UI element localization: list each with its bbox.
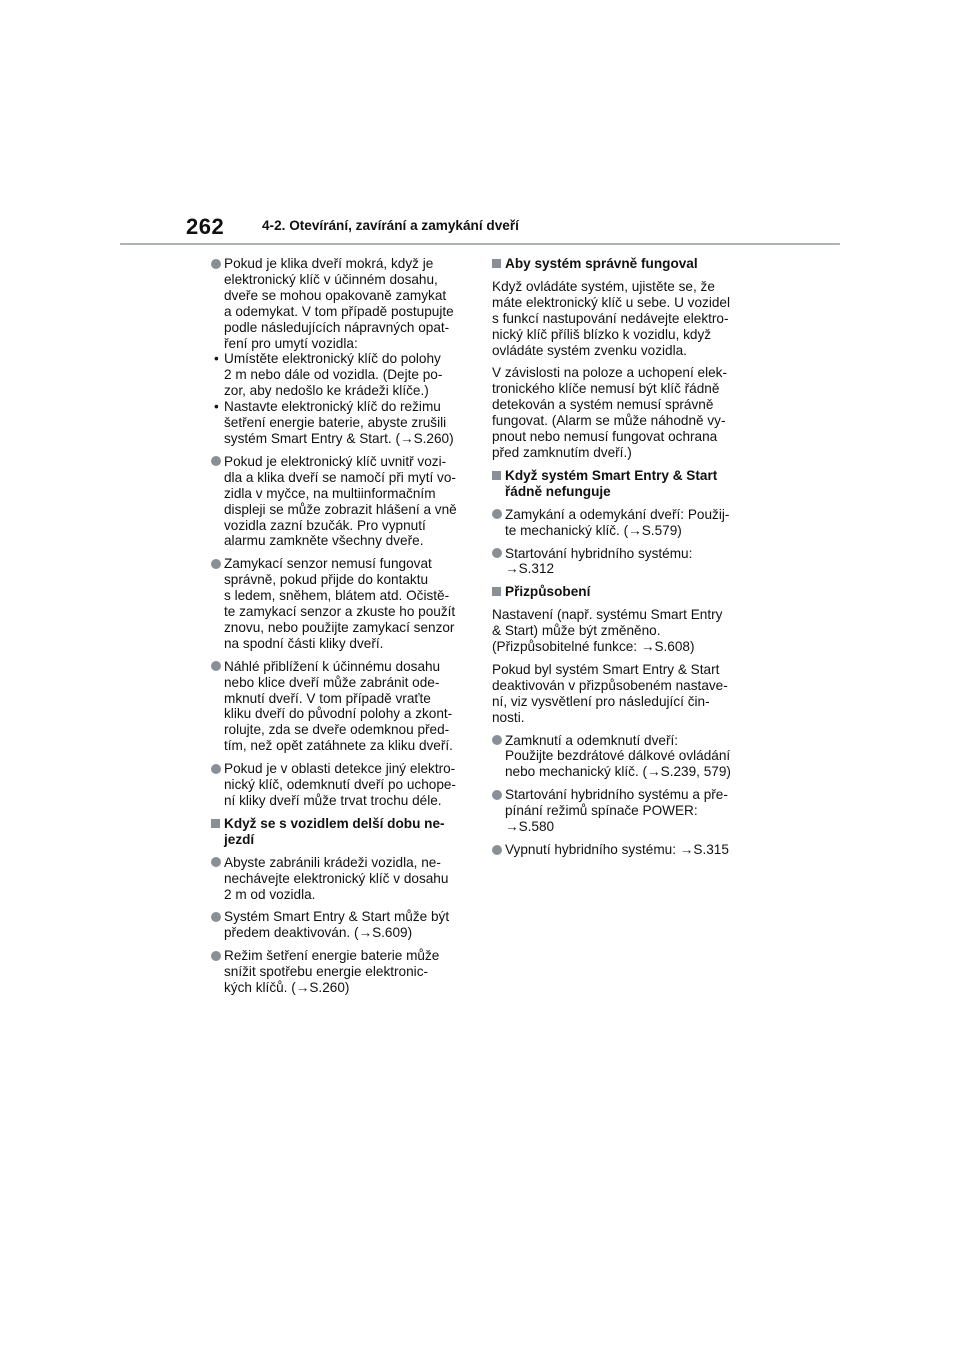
paragraph-key-detection: [492, 365, 749, 460]
text-line: pnout nebo nemusí fungovat ochrana: [492, 429, 718, 445]
paragraph-carry-key: [492, 279, 749, 359]
text-line: (Přizpůsobitelné funkce: →S.608): [492, 639, 695, 655]
text-line: 2 m nebo dále od vozidla. (Dejte po-: [224, 367, 443, 383]
text-line: dveře se mohou opakovaně zamykat: [224, 287, 447, 303]
bullet-hybrid-start: [492, 546, 749, 578]
text-line: nechávejte elektronický klíč v dosahu: [224, 870, 449, 886]
text-line: máte elektronický klíč u sebe. U vozidel: [492, 294, 730, 310]
bullet-dot-icon: [492, 548, 502, 558]
text-line: před zamknutím dveří.): [492, 444, 632, 460]
heading-line: Aby systém správně fungoval: [505, 256, 698, 271]
heading-line: Přizpůsobení: [505, 584, 591, 600]
text-line: předem deaktivován. (→S.609): [224, 925, 413, 941]
text-line: Systém Smart Entry & Start může být: [224, 909, 450, 925]
text-line: Zamykací senzor nemusí fungovat: [224, 556, 432, 572]
sub-item-battery-saving: [211, 399, 468, 447]
text-line: detekován a systém nemusí správně: [492, 397, 714, 413]
page-number: 262: [186, 214, 225, 239]
text-line: snížit spotřebu energie elektronic-: [224, 964, 429, 980]
text-line: te zamykací senzor a zkuste ho použít: [224, 604, 456, 620]
text-line: alarmu zamkněte všechny dveře.: [224, 533, 424, 549]
text-line: a odemykat. V tom případě postupujte: [224, 303, 454, 319]
text-line: →S.312: [505, 561, 555, 577]
bullet-dot-icon: [211, 661, 221, 671]
text-line: s ledem, sněhem, blátem atd. Očistě-: [224, 588, 450, 604]
bullet-lock-unlock: [492, 733, 749, 781]
bullet-battery-saving-mode: [211, 948, 468, 996]
heading-customization: [492, 584, 749, 600]
bullet-dot-icon: [211, 857, 221, 867]
bullet-deactivation: [211, 909, 468, 941]
text-line: tronického klíče nemusí být klíč řádně: [492, 381, 720, 397]
bullet-sudden-approach: [211, 659, 468, 754]
text-line: Použijte bezdrátové dálkové ovládání: [505, 748, 731, 764]
bullet-power-modes: [492, 787, 749, 835]
text-line: Umístěte elektronický klíč do polohy: [224, 351, 441, 367]
text-line: Pokud je v oblasti detekce jiný elektro-: [224, 761, 456, 777]
text-line: podle následujících nápravných opat-: [224, 319, 450, 335]
text-line: šetření energie baterie, abyste zrušili: [224, 415, 447, 431]
text-line: dla a klika dveří se namočí při mytí vo-: [224, 469, 456, 485]
text-line: na spodní části kliky dveří.: [224, 635, 384, 651]
heading-not-driven: [211, 816, 468, 848]
text-line: Nastavení (např. systému Smart Entry: [492, 607, 723, 623]
text-line: Nastavte elektronický klíč do režimu: [224, 399, 441, 415]
right-column: [492, 256, 749, 865]
heading-system-malfunction: [492, 468, 749, 500]
bullet-car-wash: [211, 454, 468, 549]
text-line: ovládáte systém zvenku vozidla.: [492, 342, 687, 358]
bullet-dot-icon: [492, 845, 502, 855]
heading-square-icon: [211, 819, 220, 828]
bullet-dot-icon: [492, 790, 502, 800]
text-line: 2 m od vozidla.: [224, 886, 316, 902]
text-line: nický klíč, odemknutí dveří po uchope-: [224, 777, 456, 793]
text-line: elektronický klíč v účinném dosahu,: [224, 271, 438, 287]
bullet-lock-sensor: [211, 556, 468, 651]
bullet-dot-icon: [211, 559, 221, 569]
bullet-wet-door-handle: [211, 256, 468, 447]
text-line: Pokud byl systém Smart Entry & Start: [492, 661, 720, 677]
bullet-dot-icon: [211, 951, 221, 961]
bullet-dot-icon: [211, 912, 221, 922]
text-line: Pokud je elektronický klíč uvnitř vozi-: [224, 453, 447, 469]
sub-bullet-marker: •: [214, 399, 219, 415]
text-line: te mechanický klíč. (→S.579): [505, 522, 682, 538]
text-line: tím, než opět zatáhnete za kliku dveří.: [224, 738, 453, 754]
text-line: vozidla zazní bzučák. Pro vypnutí: [224, 517, 426, 533]
text-line: Režim šetření energie baterie může: [224, 948, 440, 964]
text-line: Startování hybridního systému:: [505, 545, 693, 561]
paragraph-deactivated: [492, 662, 749, 726]
text-line: kliku dveří do původní polohy a zkont-: [224, 706, 453, 722]
text-line: V závislosti na poloze a uchopení elek-: [492, 365, 728, 381]
text-line: fungovat. (Alarm se může náhodně vy-: [492, 413, 726, 429]
text-line: ní kliky dveří může trvat trochu déle.: [224, 793, 442, 808]
text-line: deaktivován v přizpůsobeném nastave-: [492, 677, 728, 693]
text-line: nosti.: [492, 709, 525, 725]
bullet-hybrid-off: [492, 842, 749, 858]
heading-line: jezdí: [224, 831, 255, 847]
text-line: systém Smart Entry & Start. (→S.260): [224, 430, 454, 446]
bullet-dot-icon: [211, 259, 221, 269]
heading-correct-function: [492, 256, 749, 272]
text-line: ření pro umytí vozidla:: [224, 335, 358, 351]
bullet-dot-icon: [492, 735, 502, 745]
text-line: →S.580: [505, 819, 555, 835]
bullet-other-key: [211, 761, 468, 809]
text-line: Pokud je klika dveří mokrá, když je: [224, 256, 434, 271]
text-line: Když ovládáte systém, ujistěte se, že: [492, 278, 715, 294]
heading-line: Když systém Smart Entry & Start: [505, 467, 718, 483]
heading-line: řádně nefunguje: [505, 483, 611, 499]
text-line: správně, pokud přijde do kontaktu: [224, 572, 429, 588]
text-line: Abyste zabránili krádeži vozidla, ne-: [224, 854, 441, 870]
bullet-mechanical-key: [492, 507, 749, 539]
left-column: [211, 256, 468, 1003]
text-line: pínání režimů spínače POWER:: [505, 803, 698, 819]
text-line: Zamknutí a odemknutí dveří:: [505, 732, 679, 748]
text-line: s funkcí nastupování nedávejte elektro-: [492, 310, 729, 326]
text-line: nebo mechanický klíč. (→S.239, 579): [505, 764, 731, 780]
text-line: rolujte, zda se dveře odemknou před-: [224, 722, 450, 738]
bullet-theft-prevention: [211, 855, 468, 903]
header-rule: [120, 243, 840, 245]
text-line: displeji se může zobrazit hlášení a vně: [224, 501, 457, 517]
text-line: Zamykání a odemykání dveří: Použij-: [505, 506, 730, 522]
heading-line: Když se s vozidlem delší dobu ne-: [224, 815, 445, 831]
heading-square-icon: [492, 587, 501, 596]
section-title: 4-2. Otevírání, zavírání a zamykání dveří: [262, 218, 519, 233]
bullet-dot-icon: [492, 509, 502, 519]
bullet-dot-icon: [211, 456, 221, 466]
heading-square-icon: [492, 471, 501, 480]
text-line: Startování hybridního systému a pře-: [505, 787, 728, 803]
text-line: zidla v myčce, na multiinformačním: [224, 485, 436, 501]
text-line: mknutí dveří. V tom případě vraťte: [224, 690, 431, 706]
text-line: nebo klice dveří může zabránit ode-: [224, 674, 440, 690]
text-line: kých klíčů. (→S.260): [224, 980, 350, 996]
text-line: nický klíč příliš blízko k vozidlu, když: [492, 326, 712, 342]
heading-square-icon: [492, 259, 501, 268]
text-line: Náhlé přiblížení k účinnému dosahu: [224, 658, 441, 674]
text-line: znovu, nebo použijte zamykací senzor: [224, 619, 455, 635]
sub-item-key-distance: [211, 351, 468, 399]
text-line: ní, viz vysvětlení pro následující čin-: [492, 693, 710, 709]
paragraph-settings: [492, 607, 749, 655]
text-line: Vypnutí hybridního systému: →S.315: [505, 842, 729, 857]
text-line: & Start) může být změněno.: [492, 623, 661, 639]
sub-bullet-marker: •: [214, 351, 219, 367]
bullet-dot-icon: [211, 764, 221, 774]
text-line: zor, aby nedošlo ke krádeži klíče.): [224, 383, 429, 399]
